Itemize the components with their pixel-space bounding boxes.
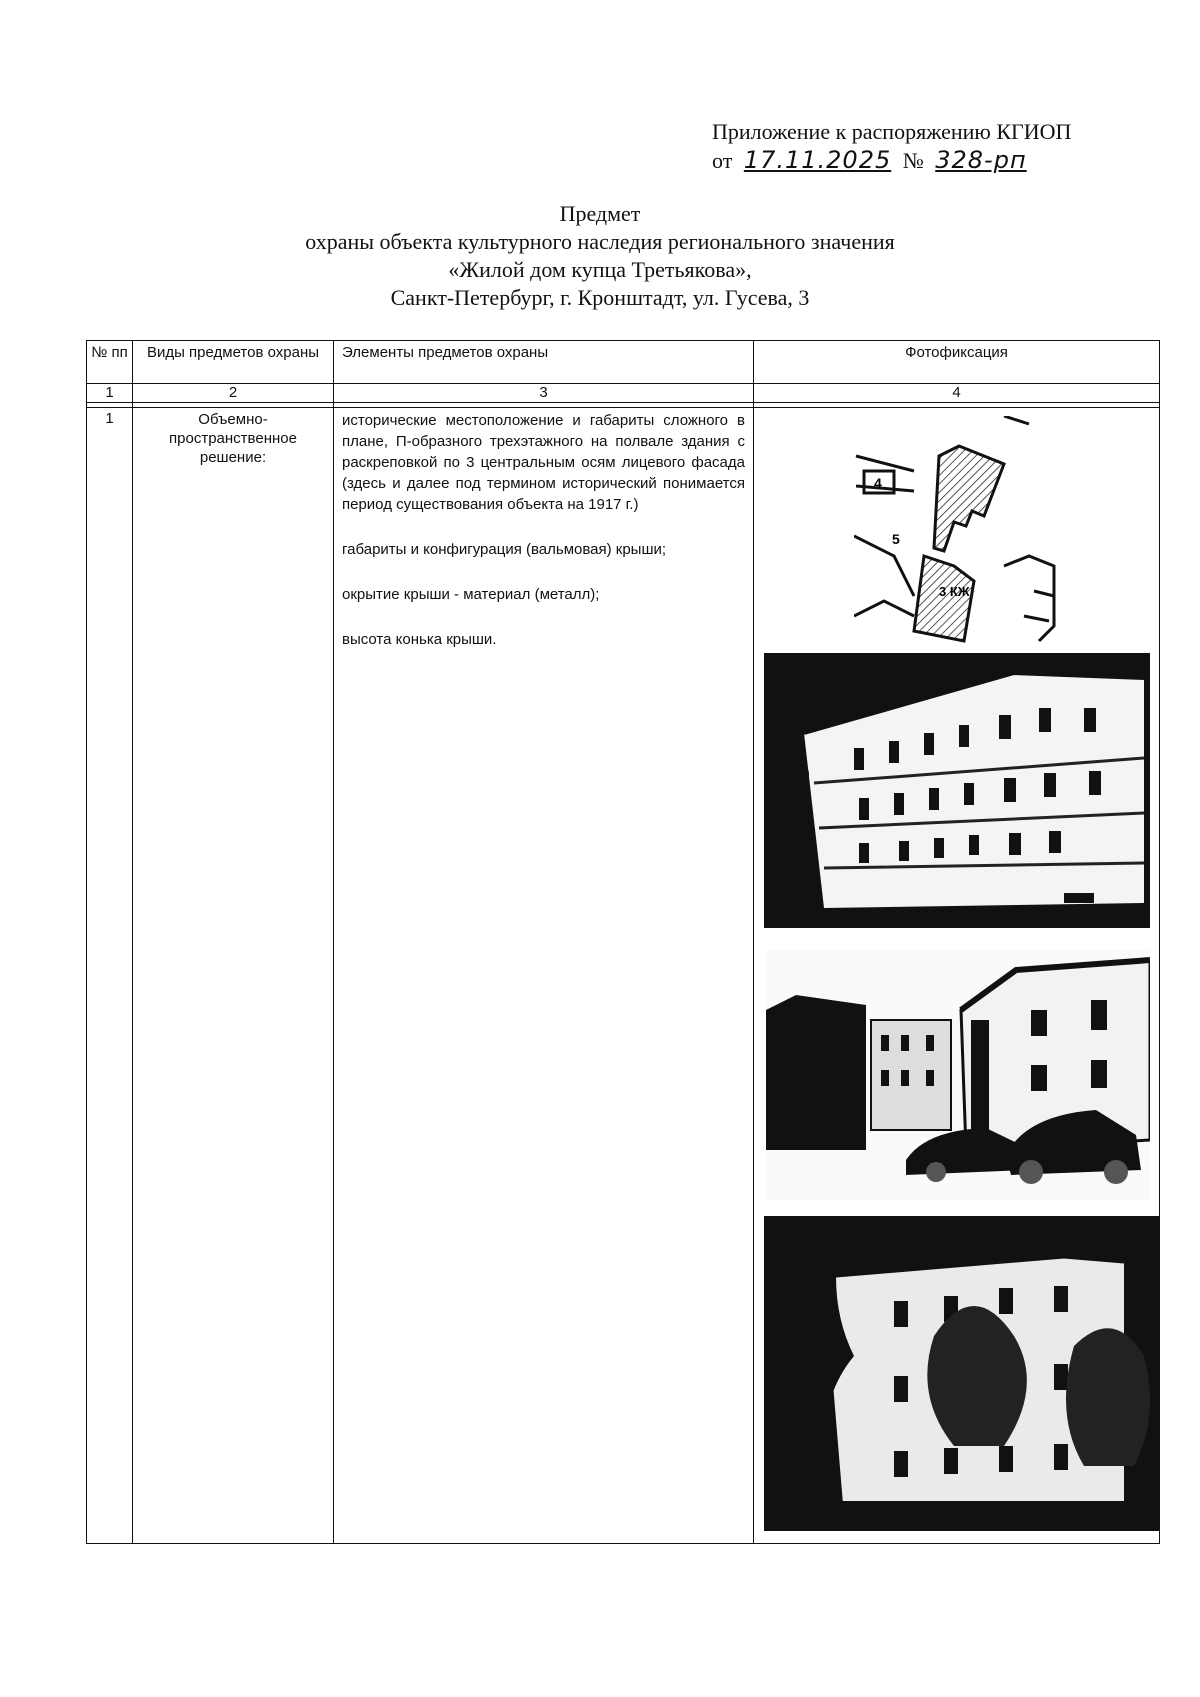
- header-types: Виды предметов охраны: [133, 341, 334, 384]
- appendix-number-sign: №: [902, 148, 924, 173]
- column-number: 4: [754, 384, 1160, 403]
- column-numbers-row: [87, 384, 1160, 403]
- element-item: высота конька крыши.: [342, 631, 497, 648]
- row-num: 1: [87, 408, 133, 1544]
- trees-photo: [764, 1216, 1160, 1531]
- column-number: 2: [133, 384, 334, 403]
- row-type: Объемно-пространственное решение:: [133, 408, 334, 1544]
- column-number: 1: [87, 384, 133, 403]
- appendix-header: [712, 118, 1071, 175]
- document-title: [0, 200, 1200, 312]
- site-plan-map: [854, 416, 1154, 646]
- appendix-number: 328-рп: [935, 146, 1027, 174]
- protection-table: [86, 340, 1160, 1544]
- element-item: габариты и конфигурация (вальмовая) крыши;: [342, 541, 667, 558]
- courtyard-photo: [766, 950, 1150, 1200]
- table-header-row: [87, 341, 1160, 384]
- table-row: [87, 408, 1160, 1544]
- title-line-1: Предмет: [559, 201, 641, 226]
- element-item: окрытие крыши - материал (металл);: [342, 586, 600, 603]
- title-line-2: охраны объекта культурного наследия регионального значения: [305, 229, 895, 254]
- facade-photo: [764, 653, 1150, 928]
- map-label: 3 КЖ: [939, 584, 970, 599]
- appendix-date: 17.11.2025: [743, 146, 892, 174]
- appendix-line: Приложение к распоряжению КГИОП: [712, 119, 1072, 144]
- header-num: № пп: [87, 341, 133, 384]
- appendix-from: от: [712, 148, 733, 173]
- title-line-3: «Жилой дом купца Третьякова»,: [448, 257, 752, 282]
- appendix-date-line: [712, 146, 1071, 175]
- row-elements: [334, 408, 754, 1544]
- column-number: 3: [334, 384, 754, 403]
- header-elements: Элементы предметов охраны: [334, 341, 754, 384]
- row-photos: [754, 408, 1160, 1544]
- title-line-4: Санкт-Петербург, г. Кронштадт, ул. Гусева, 3: [390, 285, 810, 310]
- element-item: исторические местоположение и габариты сложного в плане, П-образного трехэтажного на полвале здания с раскреповкой по 3 центральным осям лицевого фасада (здесь и далее под термином исторический понимается период существования объекта на 1917 г.): [342, 412, 745, 513]
- map-label: 5: [892, 531, 900, 547]
- header-photo: Фотофиксация: [754, 341, 1160, 384]
- map-label: 4: [874, 475, 882, 491]
